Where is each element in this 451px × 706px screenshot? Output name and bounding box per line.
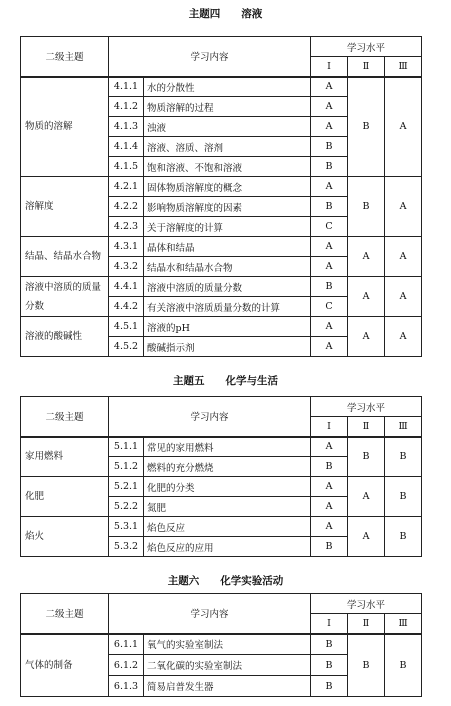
item-code: 4.4.1 [109, 277, 144, 297]
secondary-topic-cell: 结晶、结晶水合物 [21, 237, 109, 277]
header-level-col: Ⅲ [385, 614, 422, 634]
item-content: 常见的家用燃料 [144, 437, 311, 457]
item-content: 晶体和结晶 [144, 237, 311, 257]
level-3-cell: A [385, 77, 422, 177]
table-row [21, 277, 422, 297]
level-2-cell: A [348, 277, 385, 317]
curriculum-table-6 [20, 593, 422, 697]
level-1-cell: A [311, 477, 348, 497]
level-3-cell: A [385, 317, 422, 357]
table-row [21, 77, 422, 97]
table-row [21, 317, 422, 337]
item-content: 水的分散性 [144, 77, 311, 97]
level-3-cell: B [385, 477, 422, 517]
level-2-cell: B [348, 177, 385, 237]
item-code: 4.1.2 [109, 97, 144, 117]
level-1-cell: B [311, 634, 348, 655]
header-secondary-topic: 二级主题 [21, 397, 109, 437]
item-code: 4.1.4 [109, 137, 144, 157]
item-content: 饱和溶液、不饱和溶液 [144, 157, 311, 177]
header-content: 学习内容 [109, 37, 311, 77]
level-1-cell: A [311, 237, 348, 257]
item-content: 溶液的pH [144, 317, 311, 337]
secondary-topic-cell: 溶液的酸碱性 [21, 317, 109, 357]
section-title-4: 主题四 溶液 [188, 8, 263, 20]
curriculum-table-5 [20, 396, 422, 557]
level-1-cell: B [311, 277, 348, 297]
level-1-cell: C [311, 297, 348, 317]
section-title-6: 主题六 化学实验活动 [167, 575, 284, 587]
item-code: 4.2.1 [109, 177, 144, 197]
table-row [21, 477, 422, 497]
secondary-topic-cell: 气体的制备 [21, 634, 109, 697]
level-1-cell: A [311, 117, 348, 137]
header-content: 学习内容 [109, 397, 311, 437]
level-1-cell: B [311, 157, 348, 177]
level-2-cell: B [348, 634, 385, 697]
header-level-col: Ⅲ [385, 57, 422, 77]
level-1-cell: A [311, 517, 348, 537]
item-code: 4.3.2 [109, 257, 144, 277]
table-row [21, 517, 422, 537]
level-1-cell: A [311, 337, 348, 357]
level-1-cell: A [311, 437, 348, 457]
item-code: 4.1.1 [109, 77, 144, 97]
header-level: 学习水平 [311, 594, 422, 614]
level-1-cell: A [311, 317, 348, 337]
item-content: 有关溶液中溶质质量分数的计算 [144, 297, 311, 317]
item-content: 酸碱指示剂 [144, 337, 311, 357]
header-level-col: Ⅰ [311, 57, 348, 77]
curriculum-table-4 [20, 36, 422, 357]
header-content: 学习内容 [109, 594, 311, 634]
table-row [21, 177, 422, 197]
item-content: 焰色反应的应用 [144, 537, 311, 557]
item-code: 5.3.2 [109, 537, 144, 557]
level-1-cell: B [311, 197, 348, 217]
level-1-cell: A [311, 177, 348, 197]
item-code: 5.2.2 [109, 497, 144, 517]
level-3-cell: A [385, 237, 422, 277]
item-code: 4.2.3 [109, 217, 144, 237]
level-2-cell: B [348, 437, 385, 477]
level-3-cell: B [385, 437, 422, 477]
header-level-col: Ⅲ [385, 417, 422, 437]
level-1-cell: A [311, 497, 348, 517]
item-code: 4.5.1 [109, 317, 144, 337]
item-content: 燃料的充分燃烧 [144, 457, 311, 477]
secondary-topic-cell: 溶解度 [21, 177, 109, 237]
item-code: 5.3.1 [109, 517, 144, 537]
table-row [21, 437, 422, 457]
level-2-cell: A [348, 517, 385, 557]
item-content: 化肥的分类 [144, 477, 311, 497]
table-row [21, 634, 422, 655]
secondary-topic-cell: 化肥 [21, 477, 109, 517]
level-1-cell: A [311, 97, 348, 117]
item-content: 物质溶解的过程 [144, 97, 311, 117]
item-content: 焰色反应 [144, 517, 311, 537]
level-1-cell: C [311, 217, 348, 237]
item-code: 6.1.1 [109, 634, 144, 655]
item-content: 浊液 [144, 117, 311, 137]
item-code: 4.4.2 [109, 297, 144, 317]
item-code: 4.1.3 [109, 117, 144, 137]
item-content: 简易启普发生器 [144, 676, 311, 697]
header-secondary-topic: 二级主题 [21, 594, 109, 634]
item-code: 4.2.2 [109, 197, 144, 217]
level-1-cell: B [311, 655, 348, 676]
level-1-cell: B [311, 457, 348, 477]
secondary-topic-cell: 焰火 [21, 517, 109, 557]
level-2-cell: A [348, 237, 385, 277]
level-3-cell: B [385, 634, 422, 697]
header-level-col: Ⅱ [348, 614, 385, 634]
item-code: 4.3.1 [109, 237, 144, 257]
secondary-topic-cell: 家用燃料 [21, 437, 109, 477]
header-level-col: Ⅰ [311, 417, 348, 437]
item-code: 5.1.2 [109, 457, 144, 477]
item-content: 固体物质溶解度的概念 [144, 177, 311, 197]
level-2-cell: A [348, 317, 385, 357]
item-content: 二氧化碳的实验室制法 [144, 655, 311, 676]
header-level-col: Ⅱ [348, 57, 385, 77]
item-content: 溶液中溶质的质量分数 [144, 277, 311, 297]
level-3-cell: A [385, 277, 422, 317]
level-2-cell: B [348, 77, 385, 177]
level-1-cell: B [311, 676, 348, 697]
level-1-cell: A [311, 257, 348, 277]
level-1-cell: B [311, 537, 348, 557]
level-2-cell: A [348, 477, 385, 517]
item-code: 4.1.5 [109, 157, 144, 177]
item-code: 5.2.1 [109, 477, 144, 497]
header-level: 学习水平 [311, 37, 422, 57]
item-code: 6.1.2 [109, 655, 144, 676]
item-content: 溶液、溶质、溶剂 [144, 137, 311, 157]
item-content: 结晶水和结晶水合物 [144, 257, 311, 277]
section-title-5: 主题五 化学与生活 [173, 375, 278, 387]
item-code: 6.1.3 [109, 676, 144, 697]
level-3-cell: B [385, 517, 422, 557]
item-content: 氧气的实验室制法 [144, 634, 311, 655]
level-3-cell: A [385, 177, 422, 237]
header-level-col: Ⅰ [311, 614, 348, 634]
level-1-cell: A [311, 77, 348, 97]
header-secondary-topic: 二级主题 [21, 37, 109, 77]
secondary-topic-cell: 物质的溶解 [21, 77, 109, 177]
header-level-col: Ⅱ [348, 417, 385, 437]
item-content: 关于溶解度的计算 [144, 217, 311, 237]
header-level: 学习水平 [311, 397, 422, 417]
item-content: 氮肥 [144, 497, 311, 517]
item-code: 4.5.2 [109, 337, 144, 357]
table-row [21, 237, 422, 257]
item-content: 影响物质溶解度的因素 [144, 197, 311, 217]
level-1-cell: B [311, 137, 348, 157]
secondary-topic-cell: 溶液中溶质的质量分数 [21, 277, 109, 317]
item-code: 5.1.1 [109, 437, 144, 457]
